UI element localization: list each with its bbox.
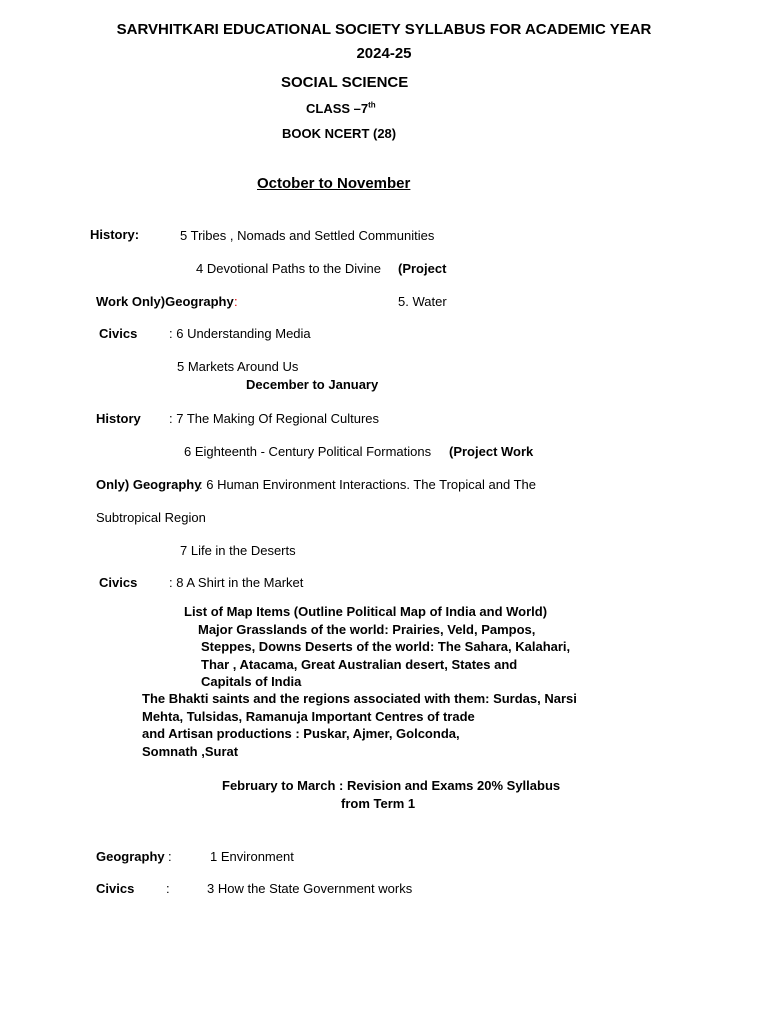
term1-history-chapter-1: 5 Tribes , Nomads and Settled Communities [180,228,435,243]
book-label: BOOK NCERT (28) [282,126,397,141]
term3-civics-label: Civics [96,881,135,896]
term1-history-label: History: [90,227,140,242]
term1-heading: October to November [257,175,411,192]
map-items-line-4: Thar , Atacama, Great Australian desert, States and [201,657,518,672]
term3-geography-label: Geography [96,849,165,864]
map-items-line-5: Capitals of India [201,674,302,689]
term2-geography-chapter-2: 7 Life in the Deserts [180,543,296,558]
term3-geography-chapter-1: 1 Environment [210,849,294,864]
term2-history-chapter-1: : 7 The Making Of Regional Cultures [169,411,380,426]
term1-history-chapter-2: 4 Devotional Paths to the Divine [196,261,381,276]
map-items-line-8: and Artisan productions : Puskar, Ajmer, Golconda, [142,726,460,741]
subject-title: SOCIAL SCIENCE [281,74,409,91]
class-superscript: th [368,100,376,110]
map-items-line-6: The Bhakti saints and the regions associated with them: Surdas, Narsi [142,691,577,706]
term3-heading: February to March : Revision and Exams 20% Syllabus [222,778,561,793]
term2-history-label: History [96,411,141,426]
term1-civics-chapter-2: 5 Markets Around Us [177,359,299,374]
map-items-line-7: Mehta, Tulsidas, Ramanuja Important Centres of trade [142,709,475,724]
term1-project-note-a: (Project [398,261,447,276]
term1-civics-label: Civics [99,326,138,341]
map-items-line-2: Major Grasslands of the world: Prairies, Veld, Pampos, [198,622,536,637]
term2-project-note-b: Only) Geography [96,477,202,492]
syllabus-title: SARVHITKARI EDUCATIONAL SOCIETY SYLLABUS FOR ACADEMIC YEAR [116,21,652,38]
term3-civics-colon: : [166,881,170,896]
term3-civics-chapter-1: 3 How the State Government works [207,881,413,896]
term1-project-note-b: Work Only)Geography [96,294,234,309]
map-items-line-1: List of Map Items (Outline Political Map of India and World) [184,604,548,619]
term1-civics-chapter-1: : 6 Understanding Media [169,326,311,341]
term3-heading-cont: from Term 1 [341,796,416,811]
academic-year: 2024-25 [356,45,412,62]
term2-heading: December to January [246,377,379,392]
term2-project-note-a: (Project Work [449,444,534,459]
term2-geography-chapter-1-cont: Subtropical Region [96,510,206,525]
map-items-line-9: Somnath ,Surat [142,744,239,759]
class-label: CLASS –7th [306,100,376,116]
term2-history-chapter-2: 6 Eighteenth - Century Political Formations [184,444,432,459]
term1-geography-chapter-1: 5. Water [398,294,447,309]
term2-civics-label: Civics [99,575,138,590]
term2-geography-chapter-1: : 6 Human Environment Interactions. The Tropical and The [199,477,536,492]
map-items-line-3: Steppes, Downs Deserts of the world: The Sahara, Kalahari, [201,639,571,654]
term2-civics-chapter-1: : 8 A Shirt in the Market [169,575,304,590]
term1-geography-colon: : [234,294,238,309]
term3-geography-colon: : [168,849,172,864]
